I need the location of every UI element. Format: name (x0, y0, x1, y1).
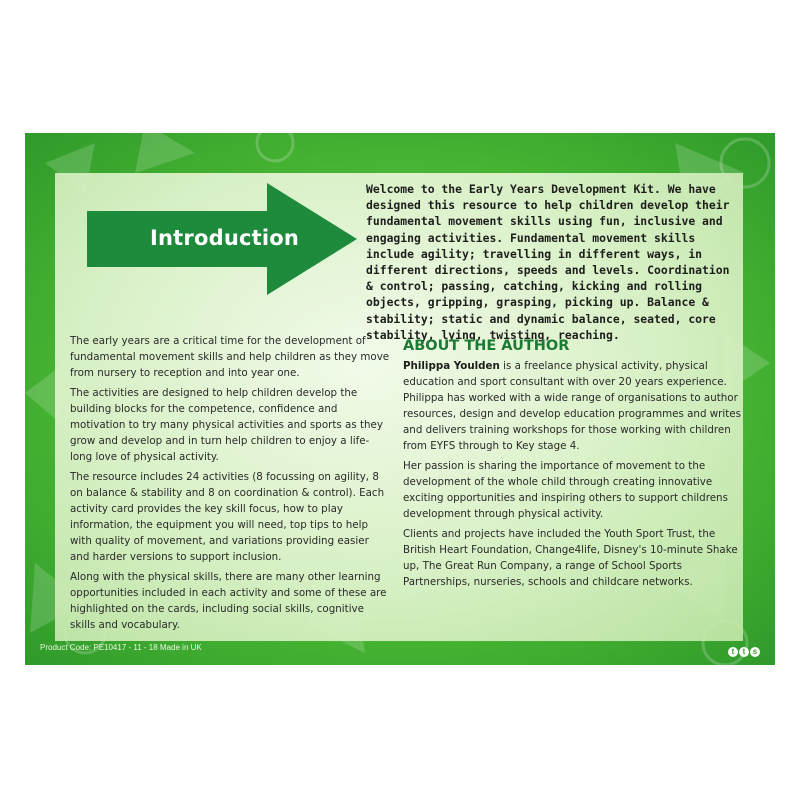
author-paragraph: Clients and projects have included the Youth Sport Trust, the British Heart Foundation, Change4life, Disney's 10-minute Shake up, The Great Run Company, a range of School Sports Partnerships, nurseries, schools and childcare networks. (403, 528, 738, 588)
logo-letter: s (750, 647, 760, 657)
left-paragraph: The early years are a critical time for the development of fundamental movement skills and help children as they move from nursery to reception and into year one. (70, 335, 390, 379)
left-column (70, 333, 390, 637)
author-name: Philippa Youlden (403, 360, 500, 372)
about-author-heading: ABOUT THE AUTHOR (403, 338, 570, 354)
right-column (403, 336, 743, 594)
tts-logo (728, 639, 764, 655)
page-title: Introduction (150, 226, 300, 250)
left-paragraph: Along with the physical skills, there are many other learning opportunities included in each activity and some of these are highlighted on the cards, including social skills, cognitive skills and vocabulary. (70, 571, 387, 631)
author-bio: is a freelance physical activity, physical education and sport consultant with over 20 years experience. Philippa has worked with a wide range of organisations to author resources, design and develop education programmes and writes and delivers training workshops for those working with children from EYFS through to Key stage 4. (403, 360, 742, 452)
author-paragraph: Her passion is sharing the importance of movement to the development of the whole child through creating innovative exciting opportunities and inspiring others to support childrens development through physical activity. (403, 460, 728, 520)
author-paragraph (403, 358, 743, 454)
product-code-footer: Product Code: PE10417 - 11 - 18 Made in UK (40, 643, 202, 652)
left-paragraph: The activities are designed to help children develop the building blocks for the competence, confidence and motivation to try many physical activities and sports as they grow and develop and in turn help children to enjoy a life-long love of physical activity. (70, 387, 383, 463)
logo-letter: t (728, 647, 738, 657)
intro-bold-text: Welcome to the Early Years Development Kit. We have designed this resource to help children develop their fundamental movement skills using fun, inclusive and engaging activities. Fundamental movement skills include agility; travelling in different ways, in different directions, speeds and levels. Coordination & control; passing, catching, kicking and rolling objects, gripping, grasping, picking up. Balance & stability; static and dynamic balance, seated, core stability, lying, twisting, reaching. (366, 182, 730, 342)
left-paragraph: The resource includes 24 activities (8 focussing on agility, 8 on balance & stability and 8 on coordination & control). Each activity card provides the key skill focus, how to play information, the equipment you will need, top tips to help with quality of movement, and variations providing easier and harder versions to support inclusion. (70, 471, 385, 563)
logo-letter: t (739, 647, 749, 657)
